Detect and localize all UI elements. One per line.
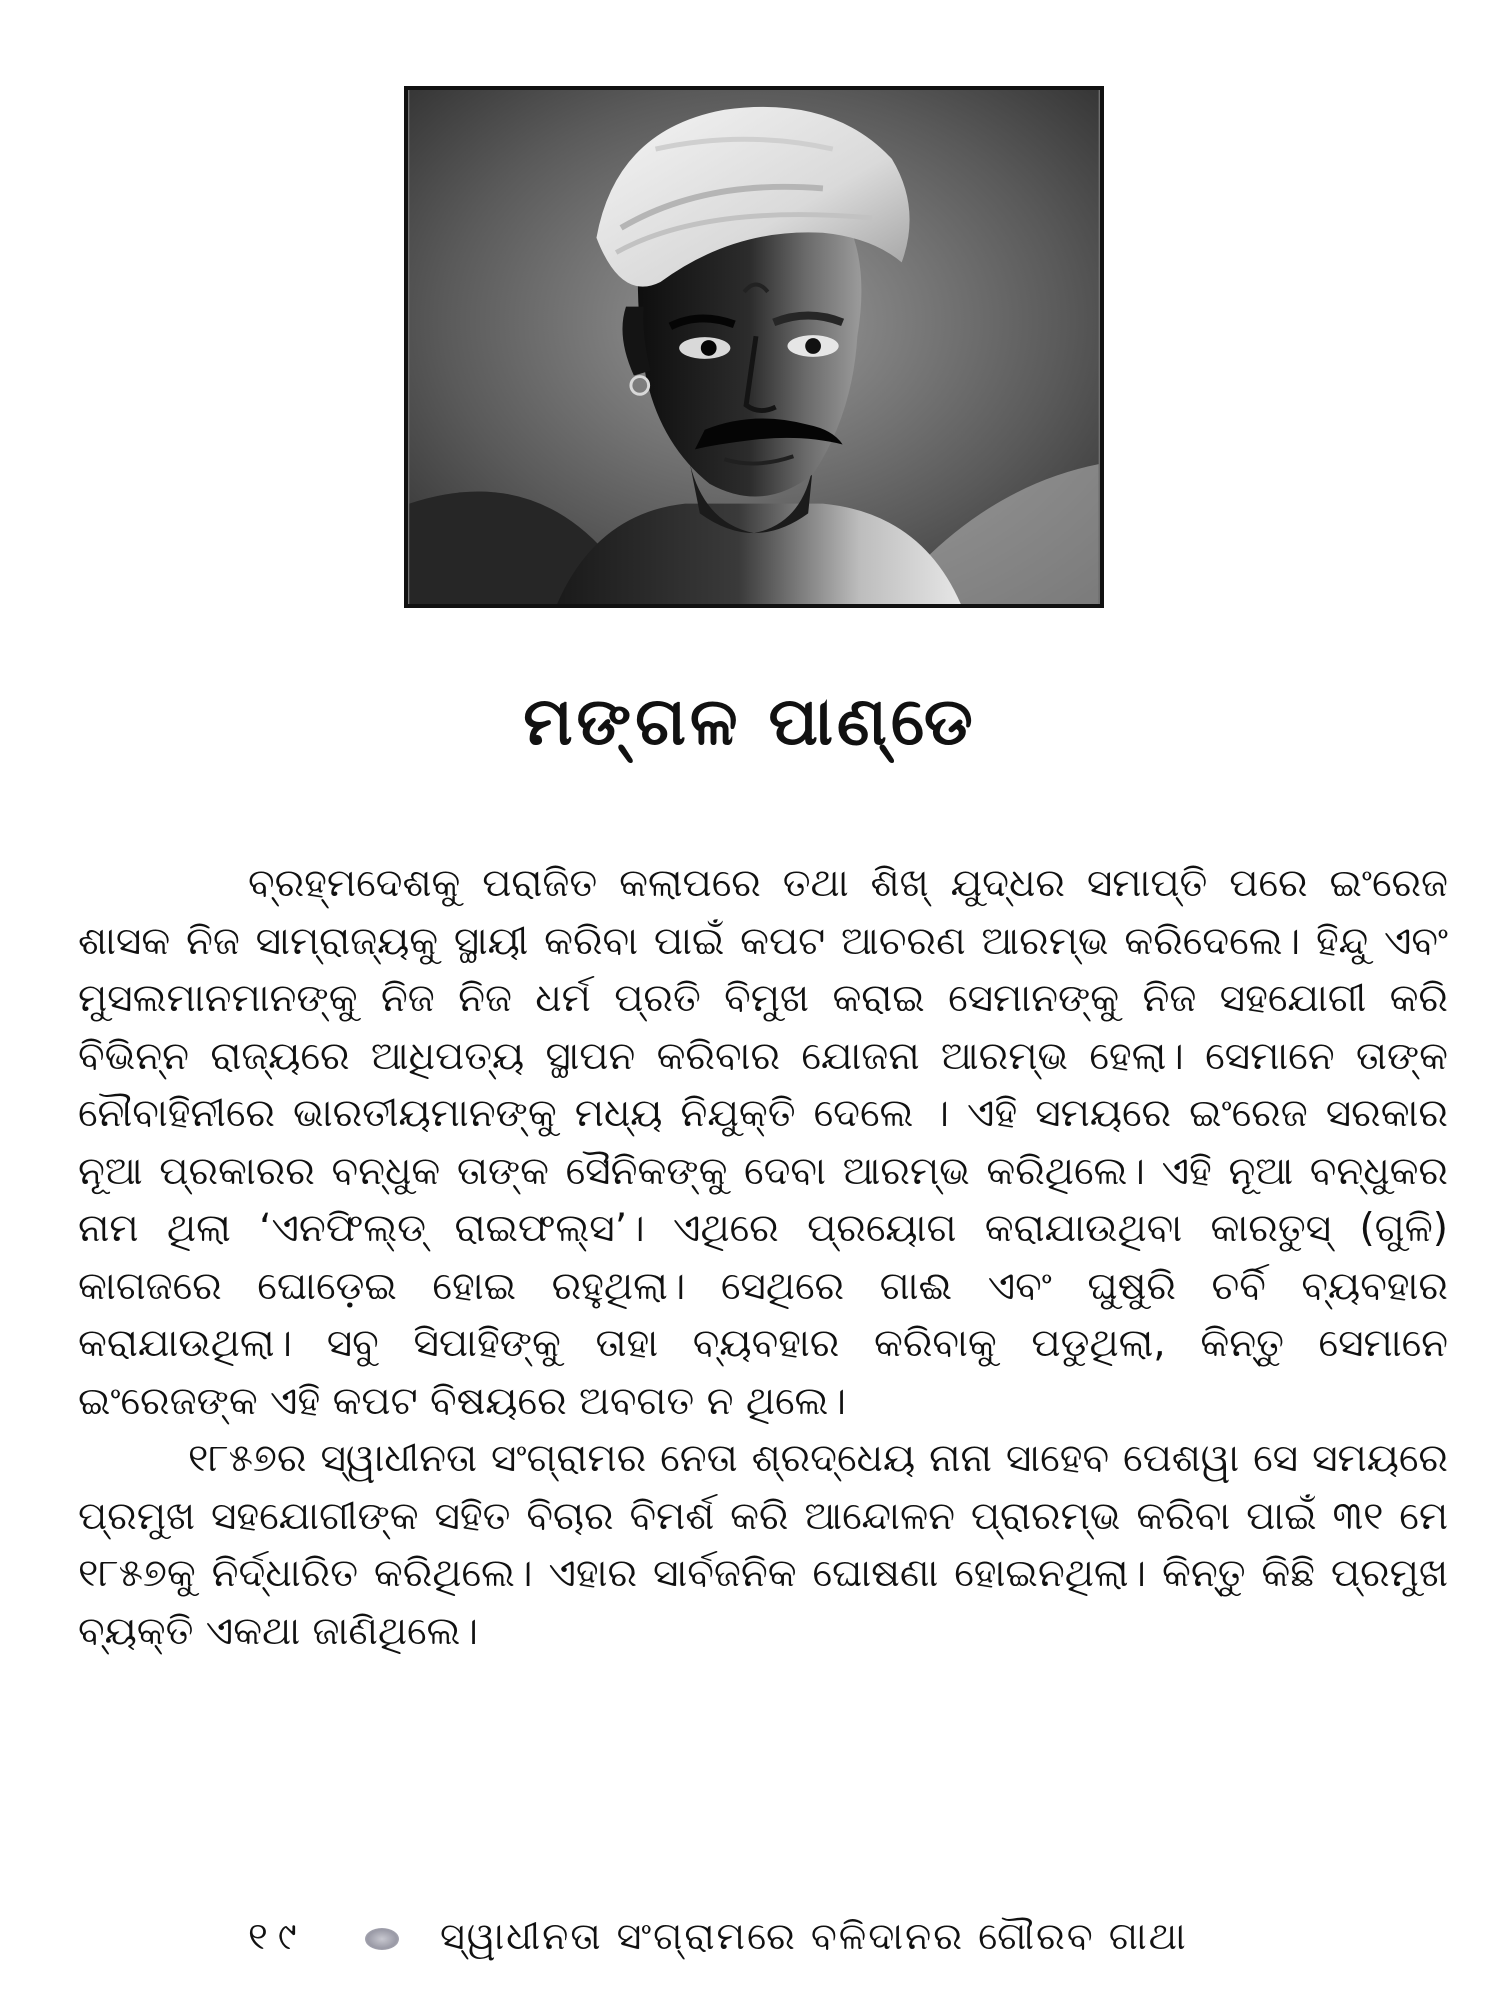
portrait-drawing	[408, 90, 1100, 604]
bullet-dot-icon	[365, 1928, 399, 1950]
page-number: ୧୯	[248, 1914, 307, 1958]
paragraph-2: ୧୮୫୭ର ସ୍ୱାଧୀନତା ସଂଗ୍ରାମର ନେତା ଶ୍ରଦ୍ଧେୟ ନାନା ସାହେବ ପେଶୱା ସେ ସମୟରେ ପ୍ରମୁଖ ସହଯୋଗୀଙ୍କ ସହିତ ବିଚାର ବିମର୍ଶ କରି ଆନ୍ଦୋଳନ ପ୍ରାରମ୍ଭ କରିବା ପାଇଁ ୩୧ ମେ ୧୮୫୭କୁ ନିର୍ଦ୍ଧାରିତ କରିଥିଲେ। ଏହାର ସାର୍ବଜନିକ ଘୋଷଣା ହୋଇନଥିଲା। କିନ୍ତୁ କିଛି ପ୍ରମୁଖ ବ୍ୟକ୍ତି ଏକଥା ଜାଣିଥିଲେ।	[78, 1436, 1448, 1654]
paragraph-1: ବ୍ରହ୍ମଦେଶକୁ ପରାଜିତ କଲାପରେ ତଥା ଶିଖ୍ ଯୁଦ୍ଧର ସମାପ୍ତି ପରେ ଇଂରେଜ ଶାସକ ନିଜ ସାମ୍ରାଜ୍ୟକୁ ସ୍ଥାୟୀ କରିବା ପାଇଁ କପଟ ଆଚରଣ ଆରମ୍ଭ କରିଦେଲେ। ହିନ୍ଦୁ ଏବଂ ମୁସଲମାନମାନଙ୍କୁ ନିଜ ନିଜ ଧର୍ମ ପ୍ରତି ବିମୁଖ କରାଇ ସେମାନଙ୍କୁ ନିଜ ସହଯୋଗୀ କରି ବିଭିନ୍ନ ରାଜ୍ୟରେ ଆଧିପତ୍ୟ ସ୍ଥାପନ କରିବାର ଯୋଜନା ଆରମ୍ଭ ହେଲା। ସେମାନେ ତାଙ୍କ ନୌବାହିନୀରେ ଭାରତୀୟମାନଙ୍କୁ ମଧ୍ୟ ନିଯୁକ୍ତି ଦେଲେ । ଏହି ସମୟରେ ଇଂରେଜ ସରକାର ନୂଆ ପ୍ରକାରର ବନ୍ଧୁକ ତାଙ୍କ ସୈନିକଙ୍କୁ ଦେବା ଆରମ୍ଭ କରିଥିଲେ। ଏହି ନୂଆ ବନ୍ଧୁକର ନାମ ଥିଲା ‘ଏନଫିଲ୍ଡ୍ ରାଇଫଲ୍ସ’। ଏଥିରେ ପ୍ରୟୋଗ କରାଯାଉଥିବା କାରତୁସ୍ (ଗୁଳି) କାଗଜରେ ଘୋଡ଼େଇ ହୋଇ ରହୁଥିଲା। ସେଥିରେ ଗାଈ ଏବଂ ଘୁଷୁରି ଚର୍ବି ବ୍ୟବହାର କରାଯାଉଥିଲା। ସବୁ ସିପାହିଙ୍କୁ ତାହା ବ୍ୟବହାର କରିବାକୁ ପଡୁଥିଲା, କିନ୍ତୁ ସେମାନେ ଇଂରେଜଙ୍କ ଏହି କପଟ ବିଷୟରେ ଅବଗତ ନ ଥିଲେ।	[78, 861, 1448, 1424]
portrait-illustration	[404, 86, 1104, 608]
book-title: ସ୍ୱାଧୀନତା ସଂଗ୍ରାମରେ ବଳିଦାନର ଗୌରବ ଗାଥା	[440, 1914, 1188, 1958]
article-body	[78, 855, 1448, 1660]
page-title: ମଙ୍ଗଳ ପାଣ୍ଡେ	[523, 683, 977, 760]
page-footer	[0, 1908, 1500, 1968]
